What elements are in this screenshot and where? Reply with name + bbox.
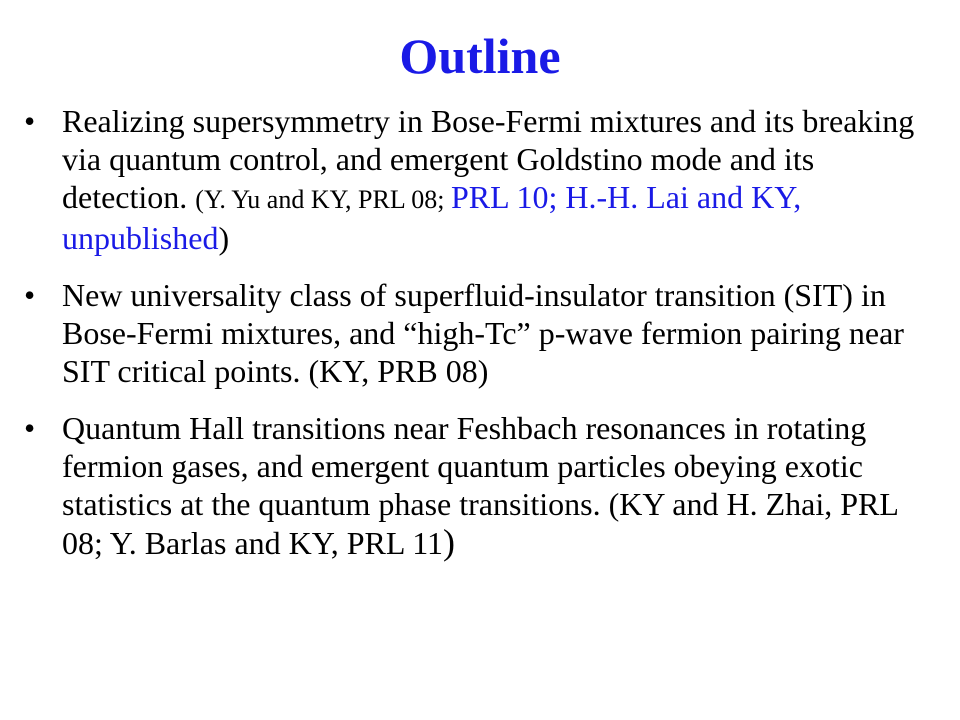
bullet-item-universality-class: [24, 276, 940, 390]
bullet-list: [24, 102, 940, 581]
slide-title: Outline: [399, 28, 561, 84]
bullet-icon: •: [24, 103, 36, 139]
bullet-item-supersymmetry: [24, 102, 940, 257]
bullet-icon: •: [24, 277, 36, 313]
bullet-text: Quantum Hall transitions near Feshbach resonances in rotating fermion gases, and emergent quantum particles obeying exotic statistics at the quantum phase transitions. (KY and H. Zhai, PRL 08; Y. Barlas and KY, PRL 11: [62, 410, 898, 561]
bullet-reference-close: ): [218, 220, 230, 256]
bullet-reference: (Y. Yu and KY, PRL 08;: [195, 185, 451, 214]
bullet-text: New universality class of superfluid-insulator transition (SIT) in Bose-Fermi mixtures, and “high-Tc” p-wave fermion pairing near SIT critical points. (KY, PRB 08): [62, 277, 904, 389]
bullet-item-quantum-hall: [24, 409, 940, 562]
bullet-reference-close: ): [443, 522, 456, 562]
bullet-reference-highlight: PRL 10; H.-H. Lai and KY, unpublished: [62, 179, 802, 256]
bullet-icon: •: [24, 410, 36, 446]
bullet-text: Realizing supersymmetry in Bose-Fermi mixtures and its breaking via quantum control, and emergent Goldstino mode and its detection.: [62, 103, 915, 215]
